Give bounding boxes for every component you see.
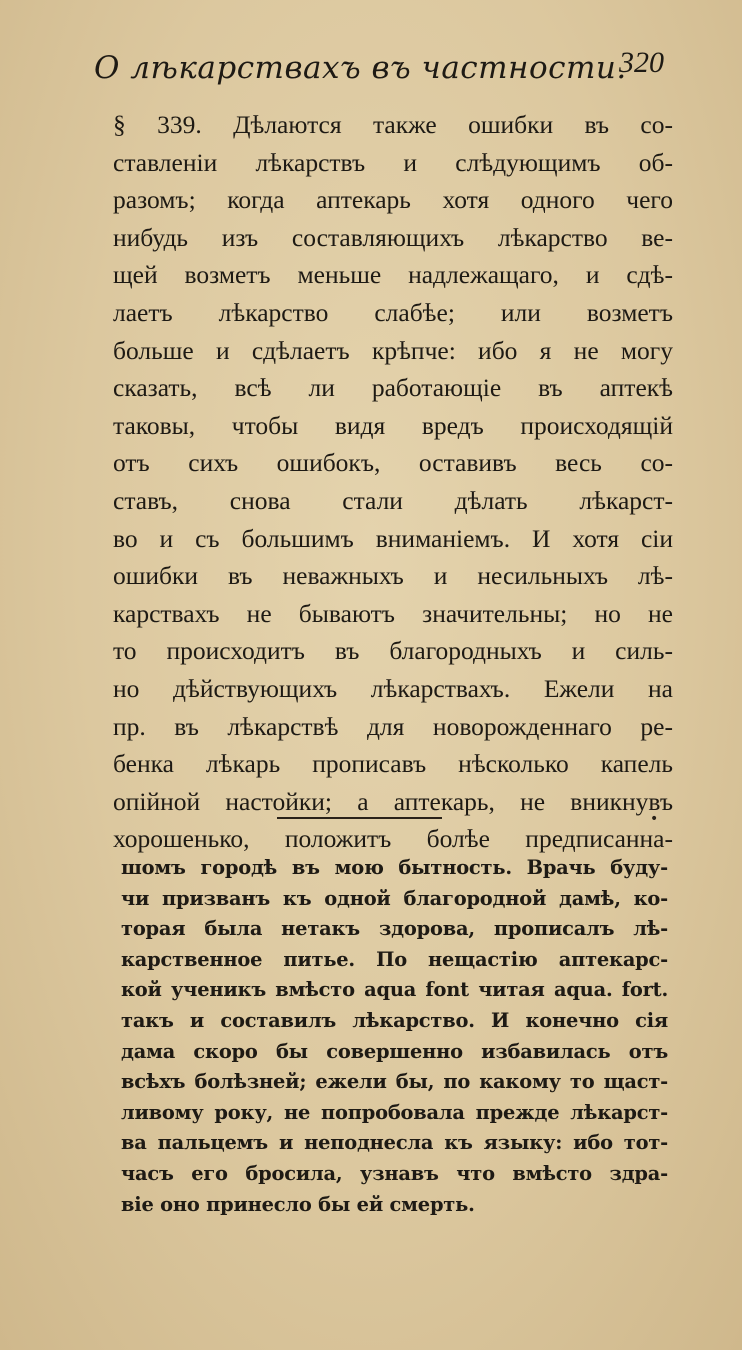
footnote-line: такъ и составилъ лѣкарство. И конечно сія: [121, 1008, 668, 1032]
text-line: хорошенько, положитъ болѣе предписанна-: [113, 824, 673, 854]
text-line: опійной настойки; а аптекарь, не вникнувъ: [113, 786, 673, 816]
divider-dot: •: [650, 811, 659, 827]
footnote-line: кой ученикъ вмѣсто aqua font читая aqua. fort.: [121, 978, 668, 1002]
text-line: щей возметъ меньше надлежащаго, и сдѣ-: [113, 260, 673, 290]
page-number: 320: [619, 46, 664, 79]
text-line: больше и сдѣлаетъ крѣпче: ибо я не могу: [113, 335, 673, 365]
text-line: разомъ; когда аптекарь хотя одного чего: [113, 185, 673, 215]
text-line: карствахъ не бываютъ значительны; но не: [113, 598, 673, 628]
text-line: бенка лѣкарь прописавъ нѣсколько капель: [113, 749, 673, 779]
text-line: пр. въ лѣкарствѣ для новорожденнаго ре-: [113, 711, 673, 741]
footnote-line: шомъ городѣ въ мою бытность. Врачь буду-: [121, 856, 668, 879]
footnote-line: ливому року, не попробовала прежде лѣкарст-: [121, 1100, 668, 1124]
text-line: нибудь изъ составляющихъ лѣкарство ве-: [113, 222, 673, 252]
text-line: ставъ, снова стали дѣлать лѣкарст-: [113, 485, 673, 515]
running-title: О лѣкарствахъ въ частности.: [94, 50, 627, 86]
text-line: сказать, всѣ ли работающіе въ аптекѣ: [113, 373, 673, 403]
text-line: § 339. Дѣлаются также ошибки въ со-: [113, 110, 673, 139]
text-line: таковы, чтобы видя вредъ происходящій: [113, 410, 673, 440]
main-text-block: [113, 106, 673, 858]
text-line: во и съ большимъ вниманіемъ. И хотя сіи: [113, 523, 673, 553]
footnote-line: карственное питье. По нещастію аптекарс-: [121, 947, 668, 971]
text-line: лаетъ лѣкарство слабѣе; или возметъ: [113, 297, 673, 327]
footnote-line: всѣхъ болѣзней; ежели бы, по какому то щаст-: [121, 1070, 668, 1094]
page-header: [84, 40, 664, 100]
text-line: ошибки въ неважныхъ и несильныхъ лѣ-: [113, 561, 673, 591]
footnote-line: часъ его бросила, узнавъ что вмѣсто здра-: [121, 1161, 668, 1185]
text-line: ставленіи лѣкарствъ и слѣдующимъ об-: [113, 147, 673, 177]
footnote-line: дама скоро бы совершенно избавилась отъ: [121, 1039, 668, 1063]
footnote-line: чи призванъ къ одной благородной дамѣ, ко-: [121, 886, 668, 910]
text-line: то происходитъ въ благородныхъ и силь-: [113, 636, 673, 666]
footnote-line: віе оно принесло бы ей смерть.: [121, 1192, 475, 1216]
footnote-line: торая была нетакъ здорова, прописалъ лѣ-: [121, 917, 668, 941]
text-line: отъ сихъ ошибокъ, оставивъ весь со-: [113, 448, 673, 478]
text-line: но дѣйствующихъ лѣкарствахъ. Ежели на: [113, 673, 673, 703]
footnote-line: ва пальцемъ и неподнесла къ языку: ибо тот-: [121, 1131, 668, 1155]
footnote-block: [121, 853, 668, 1220]
footnote-divider: [277, 817, 442, 819]
